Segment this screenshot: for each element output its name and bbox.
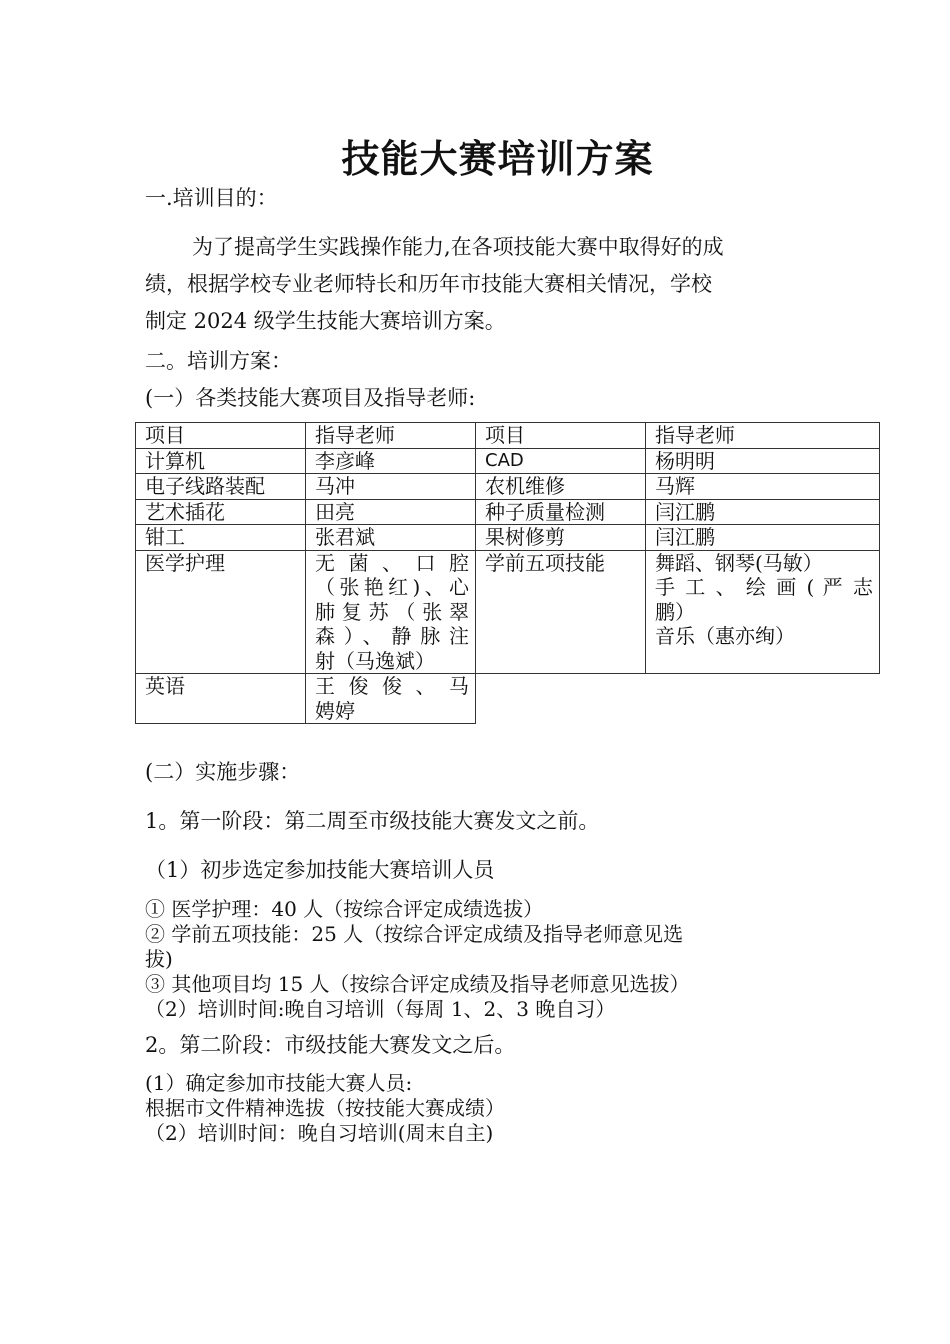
cell-line: 舞蹈、钢琴(马敏） bbox=[655, 550, 823, 575]
table-cell: 电子线路装配 bbox=[136, 474, 306, 500]
step-item: （1）初步选定参加技能大赛培训人员 bbox=[145, 858, 495, 882]
step-line: （2）培训时间:晚自习培训（每周 1、2、3 晚自习） bbox=[145, 997, 616, 1021]
step-line: （2）培训时间：晚自习培训(周末自主) bbox=[145, 1121, 494, 1145]
cell-line: 射（马逸斌） bbox=[315, 648, 435, 673]
step-line: (1）确定参加市技能大赛人员: bbox=[145, 1071, 413, 1095]
table-cell: 马辉 bbox=[646, 474, 880, 500]
table-cell: 果树修剪 bbox=[476, 525, 646, 551]
table-cell: 张君斌 bbox=[306, 525, 476, 551]
empty-cell bbox=[646, 674, 880, 724]
stage-heading: 2。第二阶段：市级技能大赛发文之后。 bbox=[145, 1033, 516, 1057]
paragraph-line: 制定 2024 级学生技能大赛培训方案。 bbox=[145, 309, 506, 333]
table-cell: 马冲 bbox=[306, 474, 476, 500]
table-cell: 闫江鹏 bbox=[646, 525, 880, 551]
table-row bbox=[136, 448, 880, 474]
cell-line: 无 菌 、 口 腔 bbox=[315, 550, 469, 575]
table-header-row bbox=[136, 423, 880, 449]
paragraph-line: 为了提高学生实践操作能力,在各项技能大赛中取得好的成 bbox=[192, 235, 724, 259]
table-cell: 学前五项技能 bbox=[476, 550, 646, 674]
table-cell: 杨明明 bbox=[646, 448, 880, 474]
table-row bbox=[136, 674, 880, 724]
cell-line: 娉婷 bbox=[315, 698, 355, 723]
cell-line: 肺复苏（张翠 bbox=[315, 599, 469, 624]
table-row bbox=[136, 550, 880, 674]
header-cell: 指导老师 bbox=[646, 423, 880, 449]
cell-line: 音乐（惠亦绚） bbox=[655, 624, 795, 648]
table-cell: CAD bbox=[476, 448, 646, 474]
table-cell: 医学护理 bbox=[136, 550, 306, 674]
table-row bbox=[136, 499, 880, 525]
cell-line: 王 俊 俊 、 马 bbox=[315, 674, 469, 698]
table-cell: 李彦峰 bbox=[306, 448, 476, 474]
section-heading-purpose: 一.培训目的： bbox=[145, 186, 278, 210]
header-cell: 指导老师 bbox=[306, 423, 476, 449]
empty-cell bbox=[476, 674, 646, 724]
table-cell: 英语 bbox=[136, 674, 306, 724]
page-title: 技能大赛培训方案 bbox=[341, 137, 654, 181]
step-line: 根据市文件精神选拔（按技能大赛成绩） bbox=[145, 1096, 505, 1120]
subsection-heading-steps: (二）实施步骤： bbox=[145, 760, 301, 784]
paragraph-line: 绩，根据学校专业老师特长和历年市技能大赛相关情况，学校 bbox=[145, 272, 712, 296]
skills-table bbox=[135, 422, 880, 724]
step-line: 拔) bbox=[145, 947, 173, 971]
section-heading-plan: 二。培训方案： bbox=[145, 349, 292, 373]
table-cell-multiline bbox=[306, 550, 476, 674]
cell-line: 鹏） bbox=[655, 599, 695, 624]
table-row bbox=[136, 525, 880, 551]
table-cell: 计算机 bbox=[136, 448, 306, 474]
table-cell: 闫江鹏 bbox=[646, 499, 880, 525]
cell-line: 手 工 、 绘 画 ( 严 志 bbox=[655, 575, 873, 599]
table-cell: 种子质量检测 bbox=[476, 499, 646, 525]
header-cell: 项目 bbox=[476, 423, 646, 449]
table-row bbox=[136, 474, 880, 500]
cell-line: 森）、静脉注 bbox=[315, 624, 469, 648]
table-cell: 农机维修 bbox=[476, 474, 646, 500]
stage-heading: 1。第一阶段：第二周至市级技能大赛发文之前。 bbox=[145, 809, 600, 833]
table-cell-multiline bbox=[646, 550, 880, 674]
step-line: ① 医学护理：40 人（按综合评定成绩选拔） bbox=[145, 897, 544, 921]
step-line: ② 学前五项技能：25 人（按综合评定成绩及指导老师意见选 bbox=[145, 922, 684, 946]
table-cell: 钳工 bbox=[136, 525, 306, 551]
step-line: ③ 其他项目均 15 人（按综合评定成绩及指导老师意见选拔） bbox=[145, 972, 690, 996]
subsection-heading-projects: (一）各类技能大赛项目及指导老师: bbox=[145, 386, 476, 410]
cell-line: （张艳红)、心 bbox=[315, 575, 469, 599]
header-cell: 项目 bbox=[136, 423, 306, 449]
table-cell-multiline bbox=[306, 674, 476, 724]
table-cell: 田亮 bbox=[306, 499, 476, 525]
table-cell: 艺术插花 bbox=[136, 499, 306, 525]
